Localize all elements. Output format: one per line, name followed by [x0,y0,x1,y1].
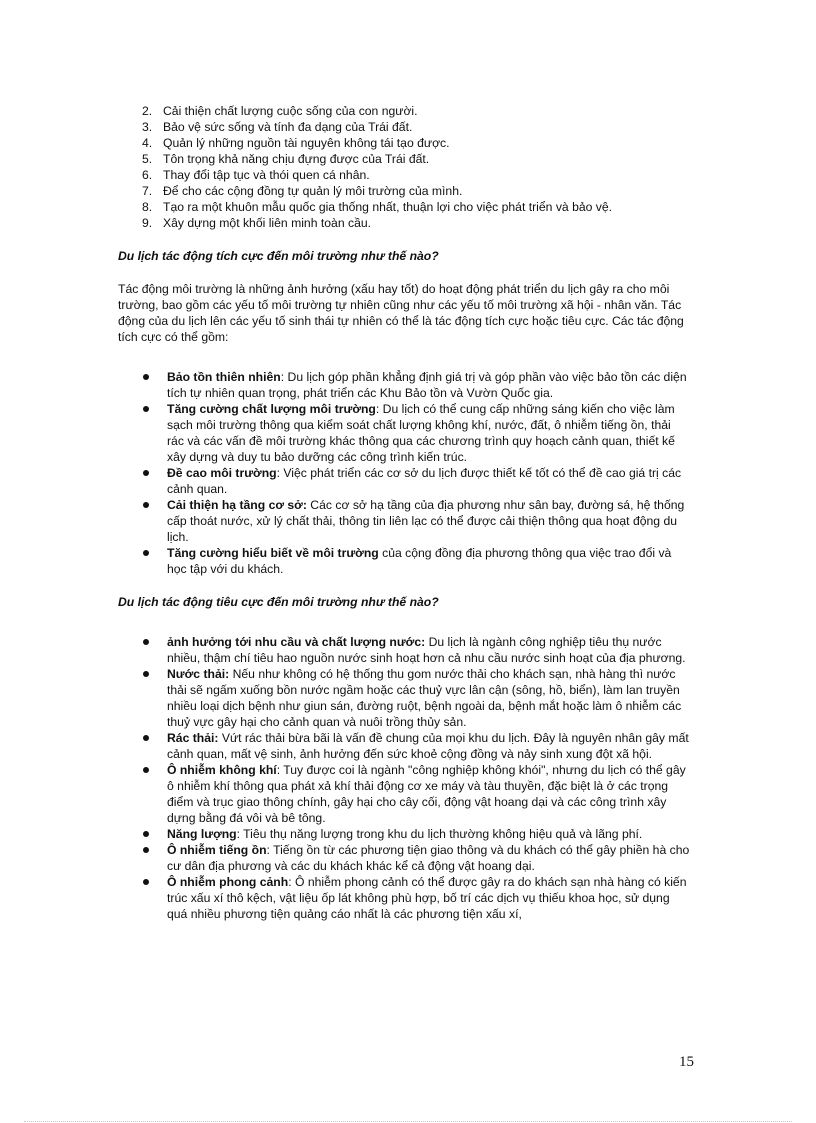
list-item [118,215,690,231]
list-item [118,199,690,215]
bullet-term: ảnh hưởng tới nhu cầu và chất lượng nước: [167,635,426,649]
bullet-text: của cộng đồng địa phương thông qua việc trao đổi và học tập với du khách. [167,546,672,576]
list-number: 4. [142,136,153,150]
bullet-item [118,401,690,465]
bullet-icon [143,502,149,508]
list-text: Bảo vệ sức sống và tính đa dạng của Trái đất. [163,120,413,134]
list-text: Tôn trọng khả năng chịu đựng được của Trái đất. [163,152,430,166]
list-text: Tạo ra một khuôn mẫu quốc gia thống nhất, thuận lợi cho việc phát triển và bảo vệ. [163,200,613,214]
bullet-term: Nước thải: [167,667,230,681]
bullet-term: Tăng cường hiểu biết về môi trường [167,546,379,560]
list-text: Xây dựng một khối liên minh toàn cầu. [163,216,372,230]
list-item [118,167,690,183]
list-text: Để cho các cộng đồng tự quản lý môi trường của mình. [163,184,463,198]
bullet-term: Đề cao môi trường [167,466,277,480]
bullet-term: Bảo tồn thiên nhiên [167,370,281,384]
bullet-text: : Du lịch góp phần khẳng định giá trị và góp phần vào việc bảo tồn các diện tích tự nhiên quan trọng, phát triển các Khu Bảo tồn và Vườn Quốc gia. [167,370,687,400]
list-item [118,151,690,167]
section-heading-positive: Du lịch tác động tích cực đến môi trường như thế nào? [118,249,439,263]
numbered-list [118,103,690,231]
bullet-text: : Tuy được coi là ngành "công nghiệp không khói", nhưng du lịch có thể gây ô nhiễm khí thông qua phát xả khí thải động cơ xe máy và tàu thuyền, đặc biệt là ở các trọng điểm và trục giao thông chính, gây hại cho cây cối, động vật hoang dại và các công trình xây dựng bằng đá vôi và bê tông. [167,763,686,825]
bullet-item [118,730,690,762]
list-number: 5. [142,152,153,166]
list-text: Thay đổi tập tục và thói quen cá nhân. [163,168,370,182]
list-number: 3. [142,120,153,134]
list-number: 8. [142,200,153,214]
bullet-text: Các cơ sở hạ tầng của địa phương như sân bay, đường sá, hệ thống cấp thoát nước, xử lý chất thải, thông tin liên lạc có thể được cải thiện thông qua hoạt động du lịch. [167,498,685,544]
page-content [118,103,690,922]
bullet-icon [143,671,149,677]
bullet-text: : Tiếng ồn từ các phương tiện giao thông và du khách có thể gây phiền hà cho cư dân địa phương và các du khách khác kể cả động vật hoang dại. [167,843,690,873]
bullet-item [118,545,690,577]
intro-paragraph: Tác động môi trường là những ảnh hưởng (xấu hay tốt) do hoạt động phát triển du lịch gây ra cho môi trường, bao gồm các yếu tố môi trường tự nhiên cũng như các yếu tố môi trường xã hội - nhân văn. Tác động của du lịch lên các yếu tố sinh thái tự nhiên có thể là tác động tích cực hoặc tiêu cực. Các tác động tích cực có thể gồm: [118,282,684,344]
bullet-item [118,842,690,874]
list-text: Cải thiện chất lượng cuộc sống của con người. [163,104,418,118]
bullet-item [118,666,690,730]
bullet-item [118,762,690,826]
bullet-icon [143,831,149,837]
list-item [118,183,690,199]
bullet-term: Cải thiện hạ tầng cơ sở: [167,498,307,512]
list-number: 6. [142,168,153,182]
bullet-text: Vứt rác thải bừa bãi là vấn đề chung của mọi khu du lịch. Đây là nguyên nhân gây mất cảnh quan, mất vệ sinh, ảnh hưởng đến sức khoẻ cộng đồng và nảy sinh xung đột xã hội. [167,731,689,761]
bullet-term: Ô nhiễm phong cảnh [167,875,289,889]
bullet-item [118,465,690,497]
bullet-term: Ô nhiễm không khí [167,763,277,777]
bullet-item [118,634,690,666]
bullet-icon [143,406,149,412]
positive-impacts-list [118,369,690,577]
bullet-term: Ô nhiễm tiếng ồn [167,843,267,857]
page-bottom-divider [24,1121,792,1122]
list-number: 9. [142,216,153,230]
section-heading-negative: Du lịch tác động tiêu cực đến môi trường như thế nào? [118,595,439,609]
list-number: 2. [142,104,153,118]
bullet-text: : Ô nhiễm phong cảnh có thể được gây ra do khách sạn nhà hàng có kiến trúc xấu xí thô kệch, vật liệu ốp lát không phù hợp, bố trí các dịch vụ thiếu khoa học, sử dụng quá nhiều phương tiện quảng cáo nhất là các phương tiện xấu xí, [167,875,687,921]
bullet-term: Năng lượng [167,827,237,841]
bullet-text: : Tiêu thụ năng lượng trong khu du lịch thường không hiệu quả và lãng phí. [236,827,643,841]
bullet-text: Nếu như không có hệ thống thu gom nước thải cho khách sạn, nhà hàng thì nước thải sẽ ngấm xuống bồn nước ngầm hoặc các thuỷ vực lân cận (sông, hồ, biển), làm lan truyền nhiều loại dịch bệnh như giun sán, đường ruột, bệnh ngoài da, bệnh mắt hoặc làm ô nhiễm các thuỷ vực gây hại cho cảnh quan và nuôi trồng thủy sản. [167,667,682,729]
list-item [118,103,690,119]
bullet-term: Tăng cường chất lượng môi trường [167,402,376,416]
bullet-item [118,874,690,922]
bullet-item [118,497,690,545]
bullet-icon [143,639,149,645]
bullet-icon [143,374,149,380]
bullet-text: : Du lịch có thể cung cấp những sáng kiến cho việc làm sạch môi trường thông qua kiểm soát chất lượng không khí, nước, đất, ô nhiễm tiếng ồn, thải rác và các vấn đề môi trường khác thông qua các chương trình quy hoạch cảnh quan, thiết kế xây dựng và duy tu bảo dưỡng các công trình kiến trúc. [167,402,675,464]
bullet-icon [143,470,149,476]
bullet-icon [143,735,149,741]
list-item [118,119,690,135]
negative-impacts-list [118,634,690,922]
bullet-item [118,826,690,842]
list-item [118,135,690,151]
page-number: 15 [679,1054,694,1070]
bullet-icon [143,767,149,773]
bullet-icon [143,847,149,853]
bullet-term: Rác thải: [167,731,219,745]
bullet-text: Du lịch là ngành công nghiệp tiêu thụ nước nhiều, thậm chí tiêu hao nguồn nước sinh hoạt hơn cả nhu cầu nước sinh hoạt của địa phương. [167,635,686,665]
bullet-text: : Việc phát triển các cơ sở du lịch được thiết kế tốt có thể đề cao giá trị các cảnh quan. [167,466,682,496]
bullet-icon [143,879,149,885]
bullet-icon [143,550,149,556]
list-number: 7. [142,184,153,198]
list-text: Quản lý những nguồn tài nguyên không tái tạo được. [163,136,450,150]
bullet-item [118,369,690,401]
